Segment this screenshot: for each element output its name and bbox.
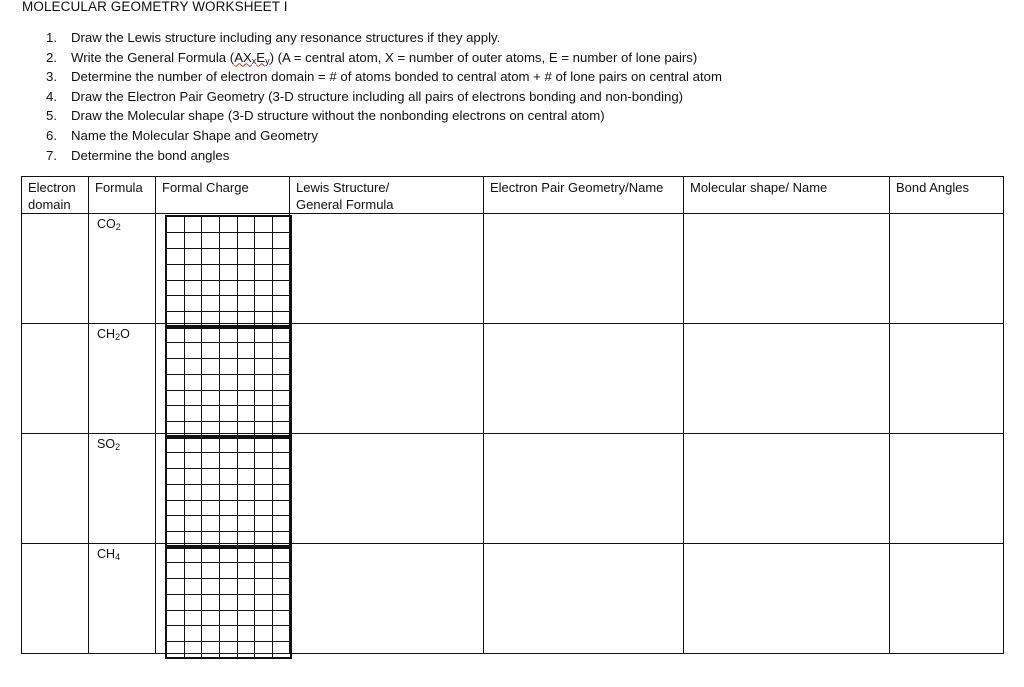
electron-pair-geometry-cell[interactable] [484, 324, 684, 434]
grid-square[interactable] [202, 248, 220, 264]
formula-cell [89, 214, 156, 324]
grid-square[interactable] [202, 610, 220, 626]
grid-square[interactable] [255, 468, 273, 484]
grid-square[interactable] [255, 500, 273, 516]
grid-square[interactable] [202, 594, 220, 610]
grid-square[interactable] [184, 342, 202, 358]
header-electron-pair-geometry: Electron Pair Geometry/Name [484, 177, 684, 214]
step-text-post: ) (A = central atom, X = number of outer atoms, E = number of lone pairs) [269, 49, 698, 65]
grid-square[interactable] [273, 516, 291, 532]
grid-square[interactable] [273, 374, 291, 390]
grid-square[interactable] [166, 406, 184, 422]
grid-square[interactable] [184, 264, 202, 280]
grid-square[interactable] [184, 390, 202, 406]
grid-square[interactable] [237, 610, 255, 626]
grid-square[interactable] [273, 594, 291, 610]
formal-charge-cell [156, 214, 290, 324]
grid-square[interactable] [166, 516, 184, 532]
grid-square[interactable] [202, 562, 220, 578]
grid-square[interactable] [166, 296, 184, 312]
grid-square[interactable] [273, 296, 291, 312]
grid-square[interactable] [184, 578, 202, 594]
instruction-step [46, 28, 722, 48]
grid-square[interactable] [273, 216, 291, 232]
grid-square[interactable] [184, 594, 202, 610]
grid-square[interactable] [220, 326, 238, 342]
grid-square[interactable] [202, 546, 220, 562]
grid-square[interactable] [166, 642, 184, 658]
bond-angles-cell[interactable] [890, 214, 1004, 324]
grid-square[interactable] [202, 626, 220, 642]
grid-square[interactable] [202, 374, 220, 390]
instruction-step [46, 48, 722, 68]
molecule-formula: $CH_2O$ [97, 327, 130, 342]
grid-square[interactable] [237, 390, 255, 406]
grid-square[interactable] [237, 232, 255, 248]
grid-square[interactable] [184, 326, 202, 342]
grid-square[interactable] [220, 296, 238, 312]
instruction-step [46, 67, 722, 87]
grid-square[interactable] [273, 406, 291, 422]
grid-square[interactable] [255, 342, 273, 358]
formal-charge-cell [156, 324, 290, 434]
molecular-shape-cell[interactable] [684, 214, 890, 324]
grid-square[interactable] [255, 610, 273, 626]
grid-square[interactable] [237, 358, 255, 374]
grid-square[interactable] [220, 484, 238, 500]
table-row [22, 434, 1004, 544]
formal-charge-grid[interactable] [165, 215, 292, 329]
grid-square[interactable] [273, 358, 291, 374]
formal-charge-cell [156, 544, 290, 654]
grid-square[interactable] [255, 358, 273, 374]
grid-square[interactable] [166, 562, 184, 578]
step-number: 2. [46, 49, 57, 65]
grid-square[interactable] [237, 248, 255, 264]
general-formula-notation: $AX_xE_y$ [234, 49, 270, 66]
grid-square[interactable] [202, 468, 220, 484]
molecular-shape-cell[interactable] [684, 434, 890, 544]
grid-square[interactable] [255, 374, 273, 390]
grid-square[interactable] [184, 296, 202, 312]
grid-square[interactable] [220, 626, 238, 642]
header-formula: Formula [89, 177, 156, 214]
grid-square[interactable] [166, 436, 184, 452]
grid-square[interactable] [255, 578, 273, 594]
molecule-formula: $CO_2$ [97, 217, 121, 232]
grid-square[interactable] [220, 468, 238, 484]
grid-square[interactable] [255, 406, 273, 422]
grid-square[interactable] [184, 642, 202, 658]
grid-square[interactable] [237, 296, 255, 312]
grid-square[interactable] [220, 516, 238, 532]
grid-square[interactable] [220, 578, 238, 594]
grid-square[interactable] [237, 436, 255, 452]
grid-square[interactable] [220, 436, 238, 452]
grid-square[interactable] [220, 248, 238, 264]
grid-square[interactable] [237, 326, 255, 342]
step-text: Determine the bond angles [71, 147, 230, 163]
step-number: 6. [46, 127, 57, 143]
grid-square[interactable] [273, 626, 291, 642]
grid-square[interactable] [273, 562, 291, 578]
grid-square[interactable] [237, 264, 255, 280]
step-number: 7. [46, 147, 57, 163]
grid-square[interactable] [237, 500, 255, 516]
grid-square[interactable] [273, 546, 291, 562]
electron-domain-cell[interactable] [22, 214, 89, 324]
bond-angles-cell[interactable] [890, 434, 1004, 544]
grid-square[interactable] [273, 610, 291, 626]
formal-charge-grid[interactable] [165, 325, 292, 439]
worksheet-table [21, 176, 1004, 654]
grid-square[interactable] [166, 610, 184, 626]
step-text: Draw the Lewis structure including any resonance structures if they apply. [71, 30, 501, 45]
grid-square[interactable] [184, 374, 202, 390]
grid-square[interactable] [273, 642, 291, 658]
table-row [22, 324, 1004, 434]
grid-square[interactable] [255, 390, 273, 406]
grid-square[interactable] [237, 562, 255, 578]
grid-square[interactable] [255, 594, 273, 610]
step-text: Determine the number of electron domain = # of atoms bonded to central atom + # of lone pairs on central atom [71, 69, 722, 85]
grid-square[interactable] [166, 232, 184, 248]
lewis-structure-cell[interactable] [290, 324, 484, 434]
lewis-structure-cell[interactable] [290, 434, 484, 544]
grid-square[interactable] [237, 280, 255, 296]
grid-square[interactable] [202, 232, 220, 248]
grid-square[interactable] [220, 500, 238, 516]
grid-square[interactable] [273, 264, 291, 280]
grid-square[interactable] [166, 342, 184, 358]
grid-square[interactable] [184, 358, 202, 374]
grid-square[interactable] [202, 484, 220, 500]
grid-square[interactable] [202, 326, 220, 342]
grid-square[interactable] [202, 406, 220, 422]
instruction-step [46, 87, 722, 107]
grid-square[interactable] [237, 342, 255, 358]
grid-square[interactable] [237, 516, 255, 532]
grid-square[interactable] [273, 452, 291, 468]
grid-square[interactable] [202, 390, 220, 406]
grid-square[interactable] [184, 248, 202, 264]
step-text: Draw the Molecular shape (3-D structure without the nonbonding electrons on central atom) [71, 108, 605, 124]
bond-angles-cell[interactable] [890, 544, 1004, 654]
molecule-formula: $CH_4$ [97, 547, 121, 562]
grid-square[interactable] [273, 280, 291, 296]
grid-square[interactable] [166, 626, 184, 642]
formal-charge-grid[interactable] [165, 545, 292, 659]
electron-domain-cell[interactable] [22, 434, 89, 544]
header-molecular-shape: Molecular shape/ Name [684, 177, 890, 214]
header-formal-charge: Formal Charge [156, 177, 290, 214]
grid-square[interactable] [273, 578, 291, 594]
grid-square[interactable] [166, 578, 184, 594]
grid-square[interactable] [220, 594, 238, 610]
grid-square[interactable] [166, 390, 184, 406]
instruction-step [46, 106, 722, 126]
grid-square[interactable] [166, 280, 184, 296]
grid-square[interactable] [166, 248, 184, 264]
grid-square[interactable] [166, 500, 184, 516]
grid-square[interactable] [220, 374, 238, 390]
grid-square[interactable] [220, 452, 238, 468]
grid-square[interactable] [184, 452, 202, 468]
step-text: Name the Molecular Shape and Geometry [71, 127, 319, 143]
electron-pair-geometry-cell[interactable] [484, 434, 684, 544]
grid-square[interactable] [184, 468, 202, 484]
electron-domain-cell[interactable] [22, 324, 89, 434]
grid-square[interactable] [255, 484, 273, 500]
grid-square[interactable] [202, 264, 220, 280]
grid-square[interactable] [166, 358, 184, 374]
grid-square[interactable] [202, 280, 220, 296]
grid-square[interactable] [202, 216, 220, 232]
step-number: 1. [46, 30, 57, 45]
step-text: Draw the Electron Pair Geometry (3-D structure including all pairs of electrons bonding and non-bonding) [71, 88, 684, 104]
grid-square[interactable] [184, 500, 202, 516]
grid-square[interactable] [220, 406, 238, 422]
step-text-pre: Write the General Formula ( [71, 49, 235, 65]
grid-square[interactable] [237, 642, 255, 658]
grid-square[interactable] [237, 484, 255, 500]
grid-square[interactable] [255, 516, 273, 532]
grid-square[interactable] [166, 326, 184, 342]
grid-square[interactable] [237, 216, 255, 232]
grid-square[interactable] [202, 358, 220, 374]
lewis-structure-cell[interactable] [290, 544, 484, 654]
grid-square[interactable] [237, 452, 255, 468]
grid-square[interactable] [255, 546, 273, 562]
grid-square[interactable] [202, 452, 220, 468]
grid-square[interactable] [273, 468, 291, 484]
grid-square[interactable] [166, 546, 184, 562]
grid-square[interactable] [273, 484, 291, 500]
table-header-row [22, 177, 1004, 214]
grid-square[interactable] [202, 436, 220, 452]
grid-square[interactable] [273, 232, 291, 248]
formula-cell [89, 434, 156, 544]
grid-square[interactable] [184, 516, 202, 532]
electron-pair-geometry-cell[interactable] [484, 544, 684, 654]
grid-square[interactable] [255, 264, 273, 280]
grid-square[interactable] [184, 484, 202, 500]
grid-square[interactable] [255, 562, 273, 578]
formula-cell [89, 544, 156, 654]
lewis-structure-cell[interactable] [290, 214, 484, 324]
step-number: 3. [46, 69, 57, 85]
electron-pair-geometry-cell[interactable] [484, 214, 684, 324]
grid-square[interactable] [220, 342, 238, 358]
grid-square[interactable] [184, 562, 202, 578]
instruction-step [46, 146, 722, 166]
grid-square[interactable] [255, 626, 273, 642]
grid-square[interactable] [220, 232, 238, 248]
grid-square[interactable] [237, 626, 255, 642]
formal-charge-grid[interactable] [165, 435, 292, 549]
instruction-step [46, 126, 722, 146]
grid-square[interactable] [237, 468, 255, 484]
grid-square[interactable] [166, 594, 184, 610]
step-number: 4. [46, 88, 57, 104]
grid-square[interactable] [184, 436, 202, 452]
molecular-shape-cell[interactable] [684, 544, 890, 654]
grid-square[interactable] [166, 468, 184, 484]
grid-square[interactable] [273, 436, 291, 452]
formula-cell [89, 324, 156, 434]
grid-square[interactable] [184, 216, 202, 232]
table-row [22, 544, 1004, 654]
grid-square[interactable] [237, 578, 255, 594]
instructions-list [46, 28, 722, 165]
grid-square[interactable] [255, 296, 273, 312]
grid-square[interactable] [166, 264, 184, 280]
step-number: 5. [46, 108, 57, 124]
grid-square[interactable] [255, 232, 273, 248]
table-row [22, 214, 1004, 324]
bond-angles-cell[interactable] [890, 324, 1004, 434]
grid-square[interactable] [273, 248, 291, 264]
grid-square[interactable] [273, 326, 291, 342]
header-lewis-structure: Lewis Structure/ General Formula [290, 177, 484, 214]
grid-square[interactable] [255, 216, 273, 232]
grid-square[interactable] [220, 610, 238, 626]
grid-square[interactable] [273, 342, 291, 358]
grid-square[interactable] [220, 642, 238, 658]
grid-square[interactable] [166, 452, 184, 468]
grid-square[interactable] [202, 516, 220, 532]
header-electron-domain: Electron domain [22, 177, 89, 214]
grid-square[interactable] [202, 296, 220, 312]
grid-square[interactable] [166, 374, 184, 390]
molecular-shape-cell[interactable] [684, 324, 890, 434]
grid-square[interactable] [184, 610, 202, 626]
grid-square[interactable] [166, 484, 184, 500]
grid-square[interactable] [237, 374, 255, 390]
grid-square[interactable] [220, 358, 238, 374]
grid-square[interactable] [202, 642, 220, 658]
grid-square[interactable] [202, 578, 220, 594]
grid-square[interactable] [166, 216, 184, 232]
grid-square[interactable] [255, 280, 273, 296]
grid-square[interactable] [237, 406, 255, 422]
grid-square[interactable] [220, 216, 238, 232]
grid-square[interactable] [255, 642, 273, 658]
grid-square[interactable] [184, 280, 202, 296]
grid-square[interactable] [184, 626, 202, 642]
molecule-formula: $SO_2$ [97, 437, 121, 452]
grid-square[interactable] [220, 390, 238, 406]
grid-square[interactable] [202, 342, 220, 358]
grid-square[interactable] [237, 594, 255, 610]
grid-square[interactable] [255, 248, 273, 264]
worksheet-title: MOLECULAR GEOMETRY WORKSHEET I [22, 0, 288, 14]
grid-square[interactable] [273, 500, 291, 516]
grid-square[interactable] [184, 406, 202, 422]
grid-square[interactable] [220, 280, 238, 296]
electron-domain-cell[interactable] [22, 544, 89, 654]
grid-square[interactable] [255, 436, 273, 452]
header-bond-angles: Bond Angles [890, 177, 1004, 214]
grid-square[interactable] [255, 452, 273, 468]
grid-square[interactable] [184, 546, 202, 562]
grid-square[interactable] [220, 264, 238, 280]
grid-square[interactable] [273, 390, 291, 406]
grid-square[interactable] [202, 500, 220, 516]
grid-square[interactable] [220, 546, 238, 562]
grid-square[interactable] [220, 562, 238, 578]
grid-square[interactable] [184, 232, 202, 248]
grid-square[interactable] [237, 546, 255, 562]
grid-square[interactable] [255, 326, 273, 342]
formal-charge-cell [156, 434, 290, 544]
